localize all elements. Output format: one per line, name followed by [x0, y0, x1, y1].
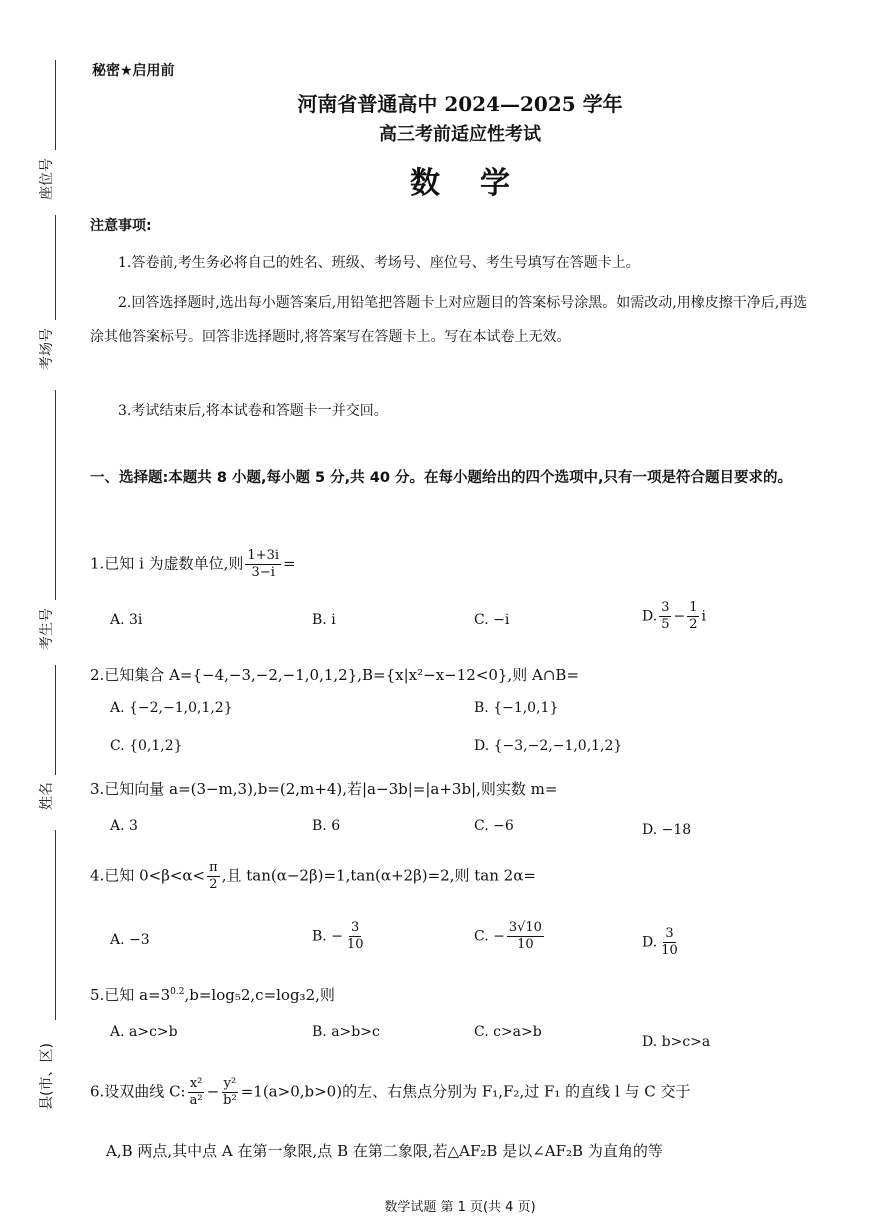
q2-option-d: D. {−3,−2,−1,0,1,2} [474, 738, 623, 754]
margin-label-examinee: 考生号 [39, 608, 55, 650]
section-heading: 一、选择题:本题共 8 小题,每小题 5 分,共 40 分。在每小题给出的四个选项中,只有一项是符合题目要求的。 [90, 470, 792, 486]
question-3: 3.已知向量 a=(3−m,3),b=(2,m+4),若|a−3b|=|a+3b|,则实数 m= [90, 780, 558, 798]
margin-label-room: 考场号 [39, 328, 55, 370]
margin-label-name: 姓名 [39, 782, 55, 810]
q1-stem: 1.已知 i 为虚数单位,则 [90, 554, 244, 573]
secret-label: 秘密★启用前 [92, 63, 175, 79]
notice-heading: 注意事项: [90, 218, 152, 234]
binding-margin [0, 0, 80, 1229]
margin-line [55, 665, 56, 775]
question-4: 4.已知 0<β<α< $\frac{\pi}{2}$ ,且 tan(α−2β)=1,tan(α+2β)=2,则 tan 2α= [90, 860, 536, 892]
q5-option-b: B. a>b>c [312, 1024, 380, 1040]
subject-title: 数学 [410, 166, 550, 201]
q4-option-d: D. $\frac{3}{10}$ [642, 926, 678, 958]
question-5: 5.已知 $a=3^{0.2},b=\log_52,c=\log_32$,则 [90, 986, 335, 1004]
margin-label-seat: 座位号 [39, 158, 55, 200]
q1-option-c: C. −i [474, 612, 510, 628]
exam-title: 河南省普通高中 2024—2025 学年 [297, 92, 623, 116]
margin-line [55, 390, 56, 600]
margin-line [55, 60, 56, 150]
q4-option-b: B. − $\frac{3}{10}$ [312, 920, 364, 952]
notice-item: 3.考试结束后,将本试卷和答题卡一并交回。 [118, 403, 388, 419]
q3-option-d: D. −18 [642, 822, 692, 838]
q3-option-b: B. 6 [312, 818, 341, 834]
q2-option-b: B. {−1,0,1} [474, 700, 559, 716]
question-6-line2: A,B 两点,其中点 A 在第一象限,点 B 在第二象限,若△AF₂B 是以∠AF₂B 为直角的等 [106, 1142, 663, 1160]
q3-option-a: A. 3 [110, 818, 138, 834]
q2-option-a: A. {−2,−1,0,1,2} [110, 700, 233, 716]
notice-item: 2.回答选择题时,选出每小题答案后,用铅笔把答题卡上对应题目的答案标号涂黑。如需改动,用橡皮擦干净后,再选涂其他答案标号。回答非选择题时,将答案写在答题卡上。写在本试卷上无效。 [90, 295, 808, 345]
margin-line [55, 830, 56, 1020]
q4-option-a: A. −3 [110, 932, 150, 948]
margin-label-county: 县(市、区) [39, 1043, 55, 1110]
margin-line [55, 215, 56, 320]
q4-option-c: C. − $\frac{3√10}{10}$ [474, 920, 542, 952]
question-1: 1.已知 i 为虚数单位,则 $\frac{1+3i}{3-i}$ = [90, 548, 296, 580]
q1-option-a: A. 3i [110, 612, 143, 628]
q3-option-c: C. −6 [474, 818, 514, 834]
notice-item: 1.答卷前,考生务必将自己的姓名、班级、考场号、座位号、考生号填写在答题卡上。 [118, 255, 640, 271]
q1-option-d: D. $\frac{3}{5}$ − $\frac{1}{2}$ i [642, 600, 706, 632]
question-2: 2.已知集合 A={−4,−3,−2,−1,0,1,2},B={x|x²−x−12<0},则 A∩B= [90, 666, 580, 684]
q2-option-c: C. {0,1,2} [110, 738, 183, 754]
q1-fraction: $\frac{1+3i}{3-i}$ [247, 548, 280, 580]
question-6: 6.设双曲线 C: $\frac{\text{x²}}{\text{a²}}$ − $\frac{\text{y²}}{\text{b²}}$ =1(a>0,b>0)的左、右焦点分别为 F₁,F₂,过 F₁ 的直线 l 与 C 交于 [90, 1076, 691, 1108]
q5-option-c: C. c>a>b [474, 1024, 542, 1040]
q1-option-b: B. i [312, 612, 336, 628]
q5-option-d: D. b>c>a [642, 1034, 711, 1050]
page-footer: 数学试题 第 1 页(共 4 页) [384, 1200, 536, 1215]
q5-option-a: A. a>c>b [110, 1024, 178, 1040]
exam-subtitle: 高三考前适应性考试 [379, 124, 541, 145]
